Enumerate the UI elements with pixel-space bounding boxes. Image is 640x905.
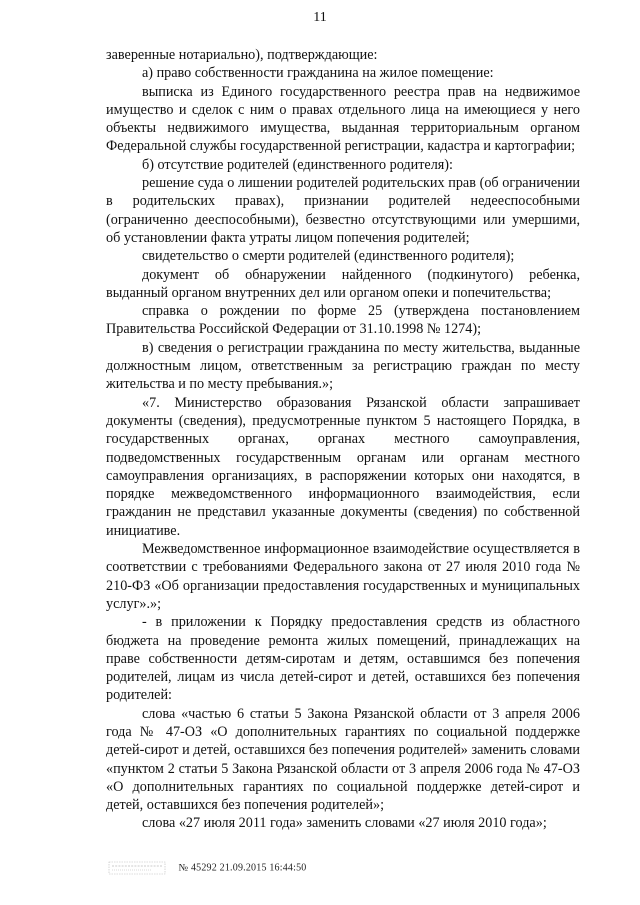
paragraph-item-c: в) сведения о регистрации гражданина по месту жительства, выданные должностным лицом, ответственным за регистрацию граждан по месту жительства и по месту пребывания.»;: [106, 339, 580, 393]
paragraph-words-replace-law: слова «частью 6 статьи 5 Закона Рязанской области от 3 апреля 2006 года № 47-ОЗ «О дополнительных гарантиях по социальной поддержке детей-сирот и детей, оставшихся без попечения родителей» заменить словами «пунктом 2 статьи 5 Закона Рязанской области от 3 апреля 2006 года № 47-ОЗ «О дополнительных гарантиях по социальной поддержке детей-сирот и детей, оставшихся без попечения родителей»;: [106, 705, 580, 814]
paragraph-registry-extract: выписка из Единого государственного реестра прав на недвижимое имущество и сделок с ним о правах отдельного лица на имеющиеся у него объекты недвижимого имущества, выданная территориальным органом Федеральной службы государственной регистрации, кадастра и картографии;: [106, 83, 580, 155]
paragraph-interagency: Межведомственное информационное взаимодействие осуществляется в соответствии с требованиями Федерального закона от 27 июля 2010 года № 210-ФЗ «Об организации предоставления государственных и муниципальных услуг».»;: [106, 541, 580, 612]
paragraph-words-replace-date: слова «27 июля 2011 года» заменить словами «27 июля 2010 года»;: [142, 815, 547, 832]
paragraph-birth-certificate: справка о рождении по форме 25 (утверждена постановлением Правительства Российской Федерации от 31.10.1998 № 1274);: [106, 303, 580, 338]
page-number: 11: [313, 10, 327, 25]
paragraph-item-b: б) отсутствие родителей (единственного родителя):: [142, 156, 453, 173]
registration-stamp-icon: [108, 861, 166, 875]
paragraph-clause-7: «7. Министерство образования Рязанской области запрашивает документы (сведения), предусмотренные пунктом 5 настоящего Порядка, в государственных органах, органах местного самоуправления, подведомственных государственным органам или органам местного самоуправления организациях, в распоряжении которых они находятся, в порядке межведомственного информационного взаимодействия, если гражданин не представил указанные документы (сведения) по собственной инициативе.: [106, 394, 580, 539]
document-body: [106, 46, 580, 833]
paragraph-continuation: заверенные нотариально), подтверждающие:: [106, 47, 378, 63]
paragraph-death-certificate: свидетельство о смерти родителей (единственного родителя);: [142, 248, 515, 265]
paragraph-found-child-document: документ об обнаружении найденного (подкинутого) ребенка, выданный органом внутренних дел или органом опеки и попечительства;: [106, 266, 580, 301]
paragraph-court-decision: решение суда о лишении родителей родительских прав (об ограничении в родительских правах), признании родителей недееспособными (ограниченно дееспособными), безвестно отсутствующими или умершими, об установлении факта утраты лицом попечения родителей;: [106, 175, 580, 246]
document-registration-number: № 45292 21.09.2015 16:44:50: [178, 862, 307, 874]
paragraph-appendix-amendment: - в приложении к Порядку предоставления средств из областного бюджета на проведение ремонта жилых помещений, принадлежащих на праве собственности детям-сиротам и детям, оставшимся без попечения родителей, лицам из числа детей-сирот и детей, оставшихся без попечения родителей:: [106, 614, 580, 704]
paragraph-item-a: а) право собственности гражданина на жилое помещение:: [142, 65, 494, 82]
document-footer: [108, 861, 408, 875]
